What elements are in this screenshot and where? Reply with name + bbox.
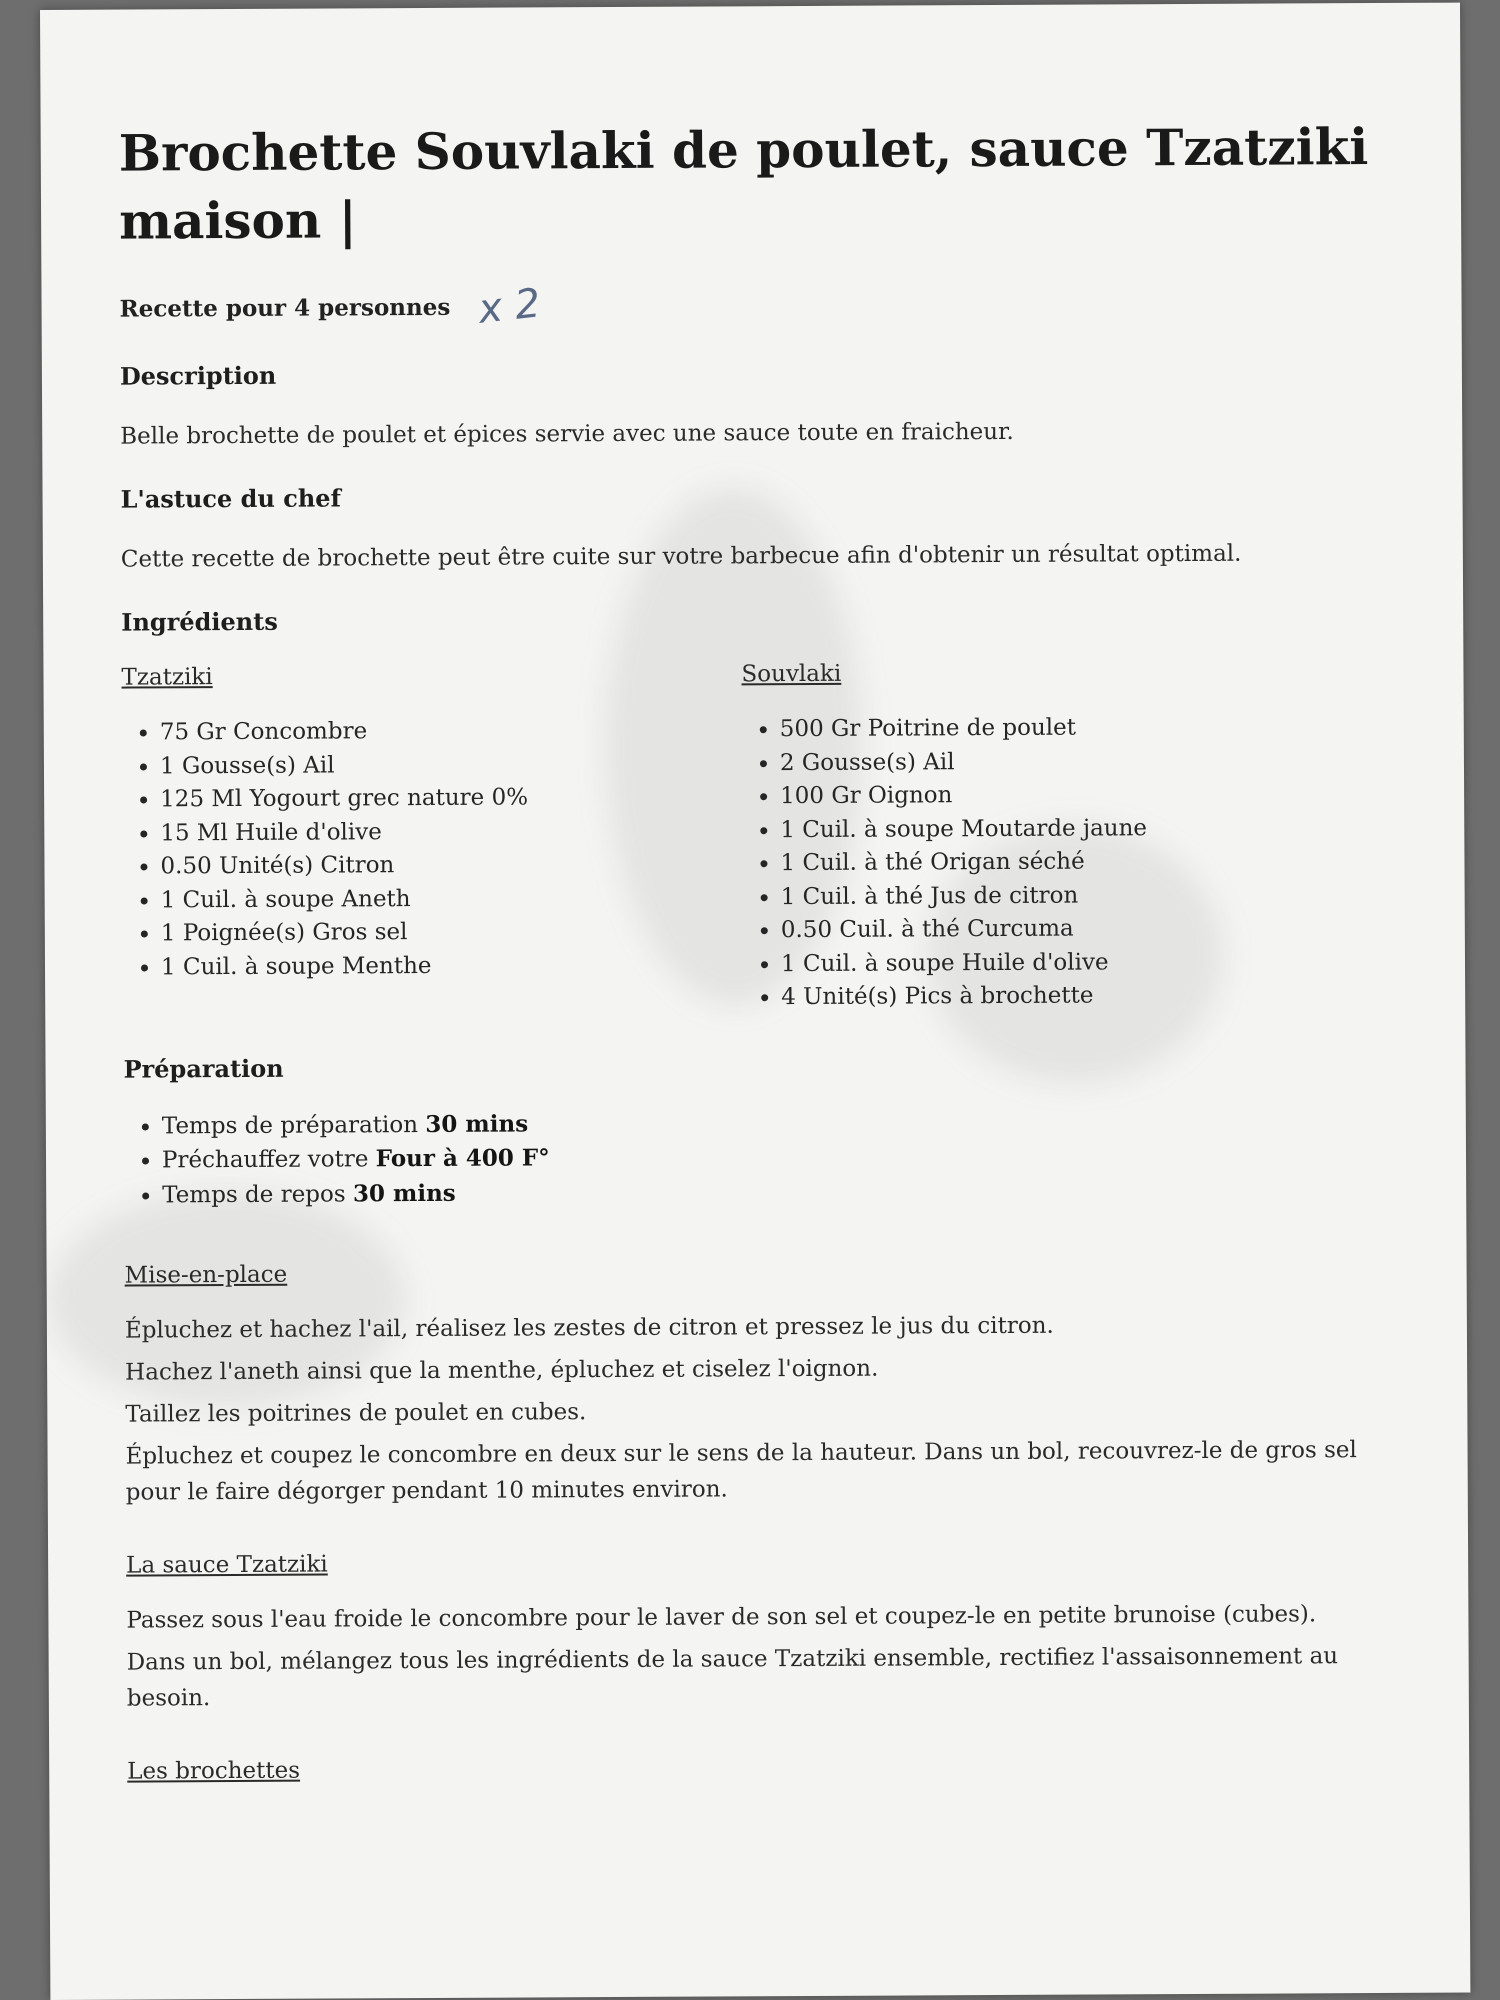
step-text: Passez sous l'eau froide le concombre pour le laver de son sel et coupez-le en petite brunoise (cubes). bbox=[126, 1601, 1317, 1634]
list-item: • 500 Gr Poitrine de poulet bbox=[780, 710, 1362, 747]
list-item: • Temps de préparation 30 mins bbox=[162, 1102, 1384, 1143]
tip-heading: L'astuce du chef bbox=[120, 483, 341, 514]
tzatziki-list bbox=[122, 713, 743, 984]
ingredients-columns bbox=[121, 658, 1383, 1018]
sauce-section bbox=[126, 1546, 1387, 1717]
step-text: Hachez l'aneth ainsi que la menthe, épluchez et ciselez l'oignon. bbox=[125, 1355, 879, 1386]
list-item: • 1 Cuil. à soupe Aneth bbox=[161, 881, 743, 918]
tzatziki-subheading: Tzatziki bbox=[121, 664, 213, 691]
step-text: Dans un bol, mélangez tous les ingrédients de la sauce Tzatziki ensemble, rectifiez l'assaisonnement au besoin. bbox=[126, 1643, 1339, 1712]
list-item: • Préchauffez votre Four à 400 F° bbox=[162, 1137, 1384, 1178]
souvlaki-list bbox=[742, 710, 1364, 1015]
list-item: • 75 Gr Concombre bbox=[160, 713, 742, 750]
list-item: • Temps de repos 30 mins bbox=[162, 1171, 1384, 1212]
step-text: Taillez les poitrines de poulet en cubes. bbox=[125, 1399, 587, 1428]
preparation-heading: Préparation bbox=[123, 1053, 284, 1084]
brochettes-subheading: Les brochettes bbox=[127, 1757, 301, 1785]
mise-en-place-section bbox=[125, 1256, 1386, 1511]
step-text: Épluchez et hachez l'ail, réalisez les zestes de citron et pressez le jus du citron. bbox=[124, 1312, 1054, 1344]
tip-text: Cette recette de brochette peut être cuite sur votre barbecue afin d'obtenir un résultat optimal. bbox=[120, 540, 1242, 573]
souvlaki-subheading: Souvlaki bbox=[741, 660, 842, 688]
list-item: • 1 Poignée(s) Gros sel bbox=[161, 914, 743, 951]
souvlaki-column bbox=[741, 658, 1363, 1015]
handwritten-note: x 2 bbox=[475, 280, 543, 333]
recipe-sheet bbox=[40, 3, 1470, 2000]
description-text: Belle brochette de poulet et épices servie avec une sauce toute en fraicheur. bbox=[120, 418, 1014, 450]
list-item: • 15 Ml Huile d'olive bbox=[160, 814, 742, 851]
list-item: • 1 Cuil. à soupe Moutarde jaune bbox=[780, 811, 1362, 848]
serving-count: Recette pour 4 personnes bbox=[119, 293, 451, 323]
list-item: • 100 Gr Oignon bbox=[780, 777, 1362, 814]
list-item: • 1 Cuil. à thé Origan séché bbox=[780, 844, 1362, 881]
recipe-content bbox=[119, 113, 1388, 1785]
list-item: • 1 Cuil. à thé Jus de citron bbox=[781, 878, 1363, 915]
list-item: • 1 Cuil. à soupe Menthe bbox=[161, 948, 743, 985]
mise-en-place-subheading: Mise-en-place bbox=[124, 1261, 288, 1289]
list-item: • 125 Ml Yogourt grec nature 0% bbox=[160, 780, 742, 817]
list-item: • 0.50 Cuil. à thé Curcuma bbox=[781, 911, 1363, 948]
list-item: • 1 Cuil. à soupe Huile d'olive bbox=[781, 945, 1363, 982]
list-item: • 2 Gousse(s) Ail bbox=[780, 744, 1362, 781]
ingredients-heading: Ingrédients bbox=[121, 606, 278, 637]
list-item: • 1 Gousse(s) Ail bbox=[160, 747, 742, 784]
brochettes-section bbox=[127, 1752, 1387, 1785]
list-item: • 4 Unité(s) Pics à brochette bbox=[781, 978, 1363, 1015]
sauce-subheading: La sauce Tzatziki bbox=[126, 1551, 328, 1579]
preparation-list bbox=[124, 1102, 1385, 1212]
description-heading: Description bbox=[119, 360, 277, 391]
list-item: • 0.50 Unité(s) Citron bbox=[160, 847, 742, 884]
tzatziki-column bbox=[121, 661, 743, 1018]
recipe-title: Brochette Souvlaki de poulet, sauce Tzatziki maison | bbox=[118, 117, 1369, 251]
serving-line bbox=[119, 279, 1379, 332]
step-text: Épluchez et coupez le concombre en deux sur le sens de la hauteur. Dans un bol, recouvrez-le de gros sel pour le faire dégorger pendant 10 minutes environ. bbox=[125, 1437, 1357, 1506]
